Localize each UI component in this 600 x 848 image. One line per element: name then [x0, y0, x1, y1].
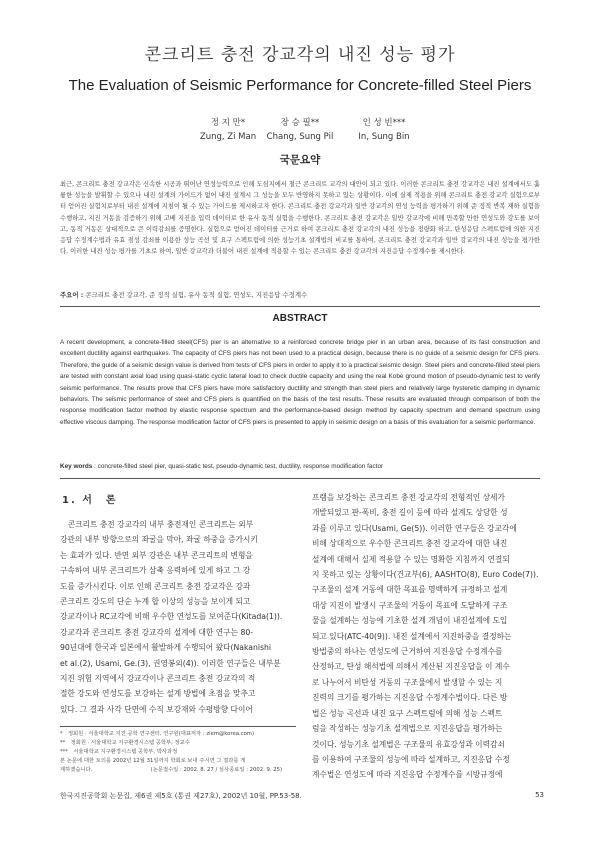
text-line: 물을 설계하는 성능에 기초한 설계 개념이 내진설계에 도입 [312, 616, 508, 626]
abstract-korean: 최근, 콘크리트 충전 강교각은 신속한 시공과 뛰어난 연성능력으로 인해 도심지에서 철근 콘크리트 교각의 대안이 되고 있다. 이러한 콘크리트 충전 강교각은 내진 설계에서도 훌륭한 성능을 발휘할 수 있으나 내진 설계의 가이드가 없어 내진 설계시 그 성능을 모두 반영하지 못하고 있는 상황이다. 이에 실제 적용을 위해 콘크리트 충전 강교각 실험으로부터 얻어진 실험치로부터 내진 설계에 지침이 될 수 있는 가이드를 제시하고자 한다. 콘크리트 충전 강교각과 일반 강교각의 연성 능력을 평가하기 위해 준 정적 반복 재하 실험을 수행하고, 지진 거동을 검증하기 위해 고베 지진을 입력 데이터로 한 유사 동적 실험을 수행한다. 콘크리트 충전 강교각은 일반 강교각에 비해 만족할 만한 연성도와 강도를 보이고, 동적 거동은 상대적으로 큰 이력감쇠를 증명한다. 실험으로 얻어진 데이터를 근거로 하여 콘크리트 충전 강교각의 내진 성능을 정량화 하고, 탄성응답 스펙트럼에 의한 지진응답 수정계수법과 유효 점성 감쇠를 이용한 성능 곡선 및 요구 스펙트럼에 의한 성능기초 설계법의 비교를 통하여, 콘크리트 충전 강교각과 일반 강교각의 내진 성능을 평가한다. 이러한 내진 성능 평가를 기초로 하여, 일반 강교각과 더불어 내진 설계에 적용할 수 있는 콘크리트 충전 강교각의 지진응답 수정계수를 제시한다. [60, 181, 540, 256]
text-line: 를 이용하여 구조물의 성능에 따라 설계하고, 지진응답 수정 [312, 754, 510, 764]
footnote: ** 정회원 · 서울대학교 지구환경시스템 공학부, 정교수 [60, 740, 190, 746]
author-3 [324, 116, 444, 144]
abstract-korean-heading: 국문요약 [279, 154, 321, 166]
divider [60, 306, 540, 307]
text-line: 진력의 크기를 평가하는 지진응답 수정계수법이다. 다른 방 [312, 693, 508, 703]
left-column [60, 517, 296, 717]
text-line: 는 효과가 있다. 반면 외부 강관은 내부 콘크리트의 변형을 [60, 550, 253, 560]
text-line: 구조물의 설계 거동에 대한 목표를 명백하게 규정하고 설계 [312, 585, 508, 595]
text-line: 설계에 대해서 실제 적용할 수 있는 명확한 지침까지 연결되 [312, 554, 510, 564]
text-line: 지 못하고 있는 상황이다(건교부(6), AASHTO(8), Euro Code(7)). [312, 570, 539, 580]
journal-citation: 한국지진공학회 논문집, 제6권 제5호 (통권 제27호), 2002년 10월, PP.53-58. [60, 792, 302, 800]
text-line: 있다. 그 결과 사각 단면에 수직 보강재와 수평방향 다이어 [60, 704, 253, 714]
text-line: 절한 강도와 연성도를 보강하는 설계 방법에 초점을 맞추고 [60, 689, 256, 699]
keywords-english-label: Key words [60, 463, 93, 470]
text-line: 럼을 작성하는 성능기초 설계법으로 지진응답을 평가하는 [312, 724, 503, 734]
text-line: 비해 상대적으로 우수한 콘크리트 충전 강교각에 대한 내진 [312, 539, 508, 549]
section-1-heading: 1. 서 론 [62, 495, 118, 506]
author-3-en: In, Sung Bin [358, 132, 410, 142]
text-line: 프램을 보강하는 콘크리트 충전 강교각의 전형적인 상세가 [312, 493, 505, 502]
text-line: 방법중의 하나는 연성도에 근거하여 지진응답 수정계수를 [312, 647, 503, 657]
text-line: 되고 있다(ATC-40(9)). 내진 설계에서 지진하중을 결정하는 [312, 631, 512, 641]
text-line: 산정하고, 탄성 해석법에 의해서 계산된 지진응답을 이 계수 [312, 662, 510, 672]
text-line: 90년대에 한국과 일본에서 활발하게 수행되어 왔다(Nakanishi [60, 643, 272, 653]
page-number: 53 [535, 791, 544, 799]
footnote: *** 서울대학교 지구환경시스템 공학부, 박사과정 [60, 749, 178, 755]
footnotes [60, 730, 300, 775]
text-line: 구속하여 내부 콘크리트가 삼축 응력하에 있게 하고 그 강 [60, 566, 251, 576]
right-column [312, 490, 544, 783]
divider [60, 478, 540, 479]
text-line: 콘크리트 강도의 단순 누계 합 이상의 성능을 보이게 되고 [60, 597, 251, 607]
text-line: 계수법은 연성도에 따라 지진응답 수정계수를 시방규정에 [312, 770, 503, 780]
footnote: 재하겠습니다. (논문접수일 : 2002. 8. 27 / 심사종료일 : 2002. 9. 25) [60, 767, 283, 773]
text-line: 과를 이루고 있다(Usami, Ge(5)). 이러한 연구들은 강교각에 [312, 523, 517, 533]
keywords-korean-label: 주요어 : [60, 291, 84, 299]
text-line: 콘크리트 충전 강교각의 내부 충전재인 콘크리트는 외부 [60, 520, 254, 529]
text-line: 법은 성능 곡선과 내진 요구 스펙트럼에 의해 성능 스펙트 [312, 708, 503, 718]
keywords-english [60, 463, 540, 470]
author-2-ko: 장 승 필** [280, 118, 320, 128]
text-line: 강관의 내부 방향으로의 좌굴을 막아, 좌굴 하중을 증가시키 [60, 535, 258, 545]
text-line: 강교각과 콘크리트 충전 강교각의 설계에 대한 연구는 80- [60, 627, 254, 637]
title-korean: 콘크리트 충전 강교각의 내진 성능 평가 [144, 45, 456, 65]
footnote: 본 논문에 대한 토의를 2002년 12월 31일까지 학회로 보내 주시면 그 결과를 게 [60, 758, 246, 764]
text-line: 개발되었고 판-폭비, 충전 길이 등에 따라 설계도 상당한 성 [312, 508, 508, 518]
author-2-en: Chang, Sung Pil [266, 132, 334, 142]
footnote: * 정회원 · 서울대학교 지진 공학 연구센터, 연구원(대표저자 : ziem@korea.com) [60, 731, 255, 737]
keywords-korean [60, 290, 540, 299]
title-english: The Evaluation of Seismic Performance for Concrete-filled Steel Piers [68, 77, 532, 94]
author-3-ko: 인 성 빈*** [362, 118, 406, 128]
text-line: 도를 증가시킨다. 이로 인해 콘크리트 충전 강교각은 강과 [60, 581, 251, 591]
author-1-en: Zung, Zi Man [199, 132, 257, 142]
text-line: 강교각이나 RC교각에 비해 우수한 연성도를 보여준다(Kitada(1)). [60, 612, 283, 622]
text-line: 것이다. 성능기초 설계법은 구조물의 유효강성과 이력감쇠 [312, 739, 505, 749]
keywords-korean-text: 콘크리트 충전 강교각, 준 정적 실험, 유사 동적 실험, 연성도, 지진응답 수정계수 [85, 291, 308, 299]
text-line: 대상 지진이 발생시 구조물의 거동이 목표에 도달하게 구조 [312, 600, 508, 610]
text-line: et al.(2), Usami, Ge.(3), 권영봉외(4)). 이러한 연구들은 내부분 [60, 658, 281, 668]
keywords-english-text: : concrete-filled steel pier, quasi-static test, pseudo-dynamic test, ductility, response modification factor [94, 463, 384, 470]
author-1-ko: 정 지 만* [210, 118, 246, 128]
abstract-english-heading: ABSTRACT [272, 313, 328, 324]
text-line: 지진 위험 지역에서 강교각이나 콘크리트 충전 강교각의 적 [60, 674, 256, 684]
text-line: 로 나누어서 비탄성 거동의 구조물에서 발생할 수 있는 지 [312, 677, 503, 687]
footnote-divider [60, 726, 296, 727]
abstract-english: A recent development, a concrete-filled steel(CFS) pier is an alternative to a reinforced concrete bridge pier in an urban area, because of its fast construction and excellent ductility against earthquakes. The capacity of CFS piers has not been used to a practical design, because there is no guide of a seismic design for CFS piers. Therefore, the guide of a seismic design value is derived from tests of CFS piers in order to apply it to a practical seismic design. Steel piers and concrete-filled steel piers are tested with constant axial load using quasi-static cyclic lateral load to check ductile capacity and using the real Kobe ground motion of pseudo-dynamic test to verify seismic performance. The results prove that CFS piers have more satisfactory ductility and strength than steel piers and relatively large hysteretic damping in dynamic behaviors. The seismic performance of steel and CFS piers is quantified on the basis of the test results. These results are evaluated through comparison of both the response modification factor method by elastic response spectrum and the performance-based design method by capacity spectrum and demand spectrum using effective viscous damping. The response modification factor of CFS piers is presented to apply in seismic design on a basis of this evaluation for a seismic performance. [60, 339, 540, 426]
